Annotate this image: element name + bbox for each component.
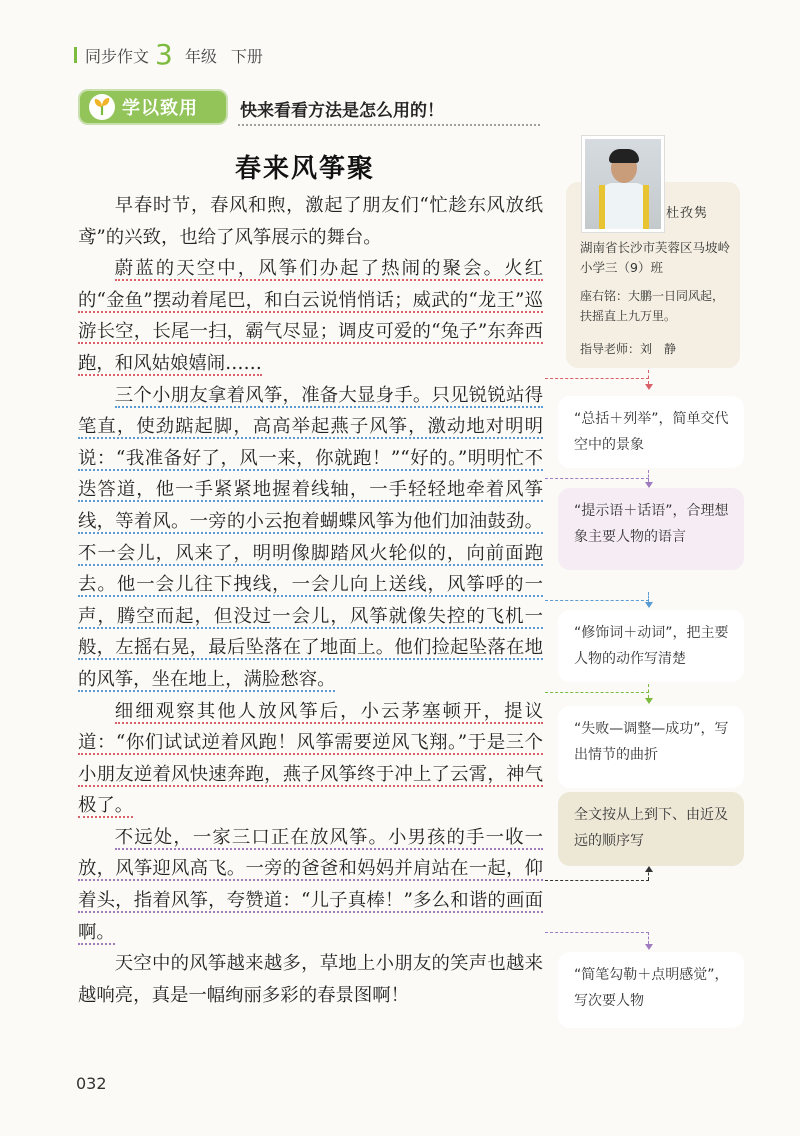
connector-4-v: [648, 684, 649, 698]
connector-1-v: [648, 370, 649, 384]
paragraph-5-text: 不远处，一家三口正在放风筝。小男孩的手一收一放，风筝迎风高飞。一旁的爸爸和妈妈并肩站在一起，仰着头，指着风筝，夸赞道：“儿子真棒！”多么和谐的画面啊。: [78, 826, 543, 943]
annotation-4: “失败—调整—成功”，写出情节的曲折: [558, 706, 744, 788]
grade-unit: 年级: [184, 46, 217, 66]
author-school: 湖南省长沙市芙蓉区马坡岭小学三（9）班: [580, 240, 731, 275]
connector-2: [545, 478, 649, 479]
paragraph-4: [78, 696, 543, 822]
volume-label: 下册: [230, 46, 263, 66]
photo-shirt: [599, 183, 649, 232]
annotation-5: 全文按从上到下、由近及远的顺序写: [558, 792, 744, 866]
paragraph-5: [78, 822, 543, 948]
photo-hair: [609, 149, 639, 163]
author-teacher: 指导老师：刘 静: [580, 342, 677, 356]
annotation-3: “修饰词＋动词”，把主要人物的动作写清楚: [558, 610, 744, 682]
page-header: [74, 38, 263, 71]
banner-divider: [238, 124, 540, 126]
connector-3-arrow: [645, 602, 653, 608]
section-banner: [78, 89, 228, 125]
paragraph-4-text: 细细观察其他人放风筝后，小云茅塞顿开，提议道：“你们试试逆着风跑！风筝需要逆风飞翔。”于是三个小朋友逆着风快速奔跑，燕子风筝终于冲上了云霄，神气极了。: [78, 700, 543, 817]
banner-label: 学以致用: [122, 98, 198, 119]
page-number: 032: [76, 1074, 107, 1093]
connector-5-arrow: [645, 866, 653, 872]
sprout-icon: [88, 93, 116, 121]
paragraph-3: [78, 380, 543, 696]
grade-number: 3: [155, 38, 173, 71]
paragraph-2-text: 蔚蓝的天空中，风筝们办起了热闹的聚会。火红的“金鱼”摆动着尾巴，和白云说悄悄话；威武的“龙王”巡游长空，长尾一扫，霸气尽显；调皮可爱的“兔子”东奔西跑，和风姑娘嬉闹……: [78, 258, 543, 374]
connector-6-v: [648, 932, 649, 944]
connector-6: [545, 932, 649, 933]
annotation-1: “总括＋列举”，简单交代空中的景象: [558, 396, 744, 468]
paragraph-2: [78, 253, 543, 379]
essay-title: 春来风筝聚: [234, 154, 375, 184]
essay-body: [78, 190, 543, 1011]
connector-3: [545, 600, 649, 601]
connector-2-v: [648, 470, 649, 482]
author-motto: 座右铭：大鹏一日同风起，扶摇直上九万里。: [580, 289, 725, 323]
annotation-6: “简笔勾勒＋点明感觉”，写次要人物: [558, 952, 744, 1028]
banner-subtitle: 快来看看方法是怎么用的！: [240, 101, 444, 121]
author-photo: [582, 136, 664, 232]
photo-strap-right: [643, 185, 649, 229]
connector-3-v: [648, 592, 649, 602]
annotation-2: “提示语＋话语”，合理想象主要人物的语言: [558, 488, 744, 570]
author-name: 杜孜隽: [666, 206, 709, 221]
book-name: 同步作文: [85, 46, 150, 66]
connector-1: [545, 378, 649, 379]
connector-4-arrow: [645, 698, 653, 704]
paragraph-6: 天空中的风筝越来越多，草地上小朋友的笑声也越来越响亮，真是一幅绚丽多彩的春景图啊！: [78, 953, 543, 1006]
connector-5: [545, 880, 649, 881]
paragraph-1: 早春时节，春风和煦，激起了朋友们“忙趁东风放纸鸢”的兴致，也给了风筝展示的舞台。: [78, 195, 543, 248]
connector-6-arrow: [645, 944, 653, 950]
header-accent-bar: [74, 47, 77, 63]
photo-strap-left: [599, 185, 605, 229]
connector-4: [545, 692, 649, 693]
connector-1-arrow: [645, 384, 653, 390]
paragraph-3-text: 三个小朋友拿着风筝，准备大显身手。只见锐锐站得笔直，使劲踮起脚，高高举起燕子风筝，激动地对明明说：“我准备好了，风一来，你就跑！”“好的。”明明忙不迭答道，他一手紧紧地握着线轴，一手轻轻地牵着风筝线，等着风。一旁的小云抱着蝴蝶风筝为他们加油鼓劲。不一会儿，风来了，明明像脚踏风火轮似的，向前面跑去。他一会儿往下拽线，一会儿向上送线，风筝呼的一声，腾空而起，但没过一会儿，风筝就像失控的飞机一般，左摇右晃，最后坠落在了地面上。他们捡起坠落在地的风筝，坐在地上，满脸愁容。: [78, 384, 543, 690]
